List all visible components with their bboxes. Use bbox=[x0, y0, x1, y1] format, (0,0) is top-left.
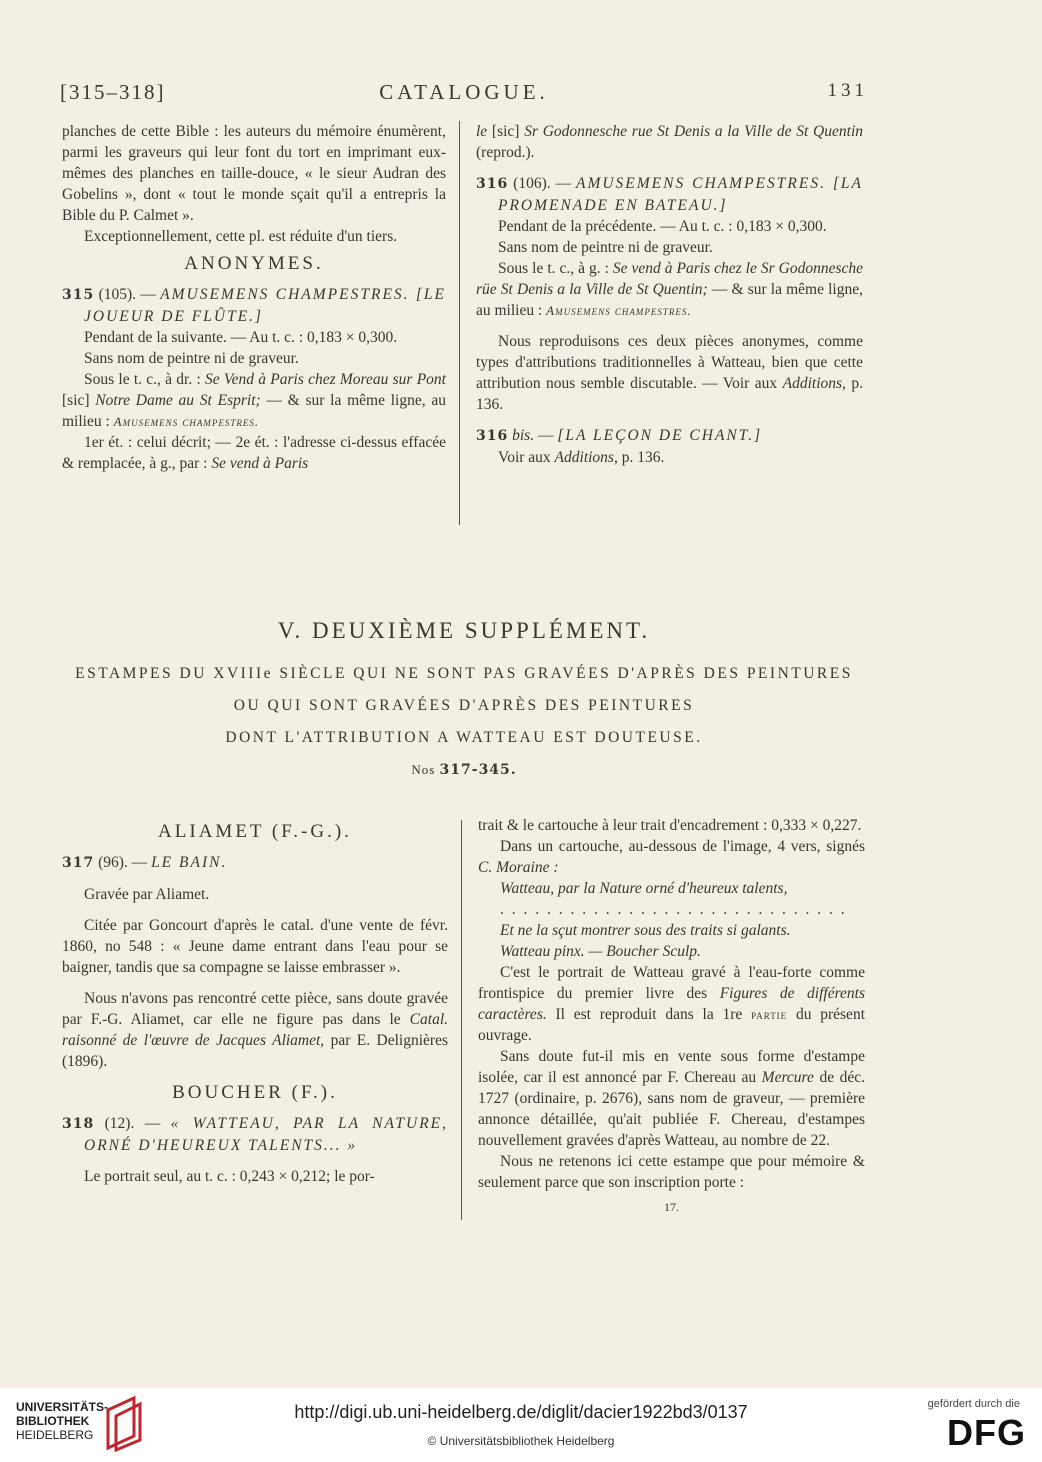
reduction-note: Exceptionnellement, cette pl. est réduite d'un tiers. bbox=[84, 228, 398, 245]
column-bottom-left bbox=[62, 815, 448, 1187]
entry-315-heading: 315 (105). — AMUSEMENS CHAMPESTRES. [LE JOUEUR DE FLÛTE.] bbox=[62, 286, 446, 325]
entry-318-verses-intro: Dans un cartouche, au-dessous de l'image, 4 vers, signés C. Moraine : bbox=[478, 838, 865, 876]
permalink-url[interactable]: http://digi.ub.uni-heidelberg.de/diglit/dacier1922bd3/0137 bbox=[294, 1402, 748, 1422]
column-rule-top bbox=[459, 121, 460, 525]
entry-number: 318 bbox=[62, 1116, 95, 1132]
entry-title: LE BAIN. bbox=[151, 854, 228, 871]
entry-318-heading: 318 (12). — « WATTEAU, PAR LA NATURE, ORNÉ D'HEUREUX TALENTS... » bbox=[62, 1115, 449, 1154]
funding-note: gefördert durch die bbox=[927, 1398, 1020, 1410]
entry-number: 317 bbox=[62, 855, 95, 871]
copyright-notice: © Universitätsbibliothek Heidelberg bbox=[427, 1434, 615, 1448]
page-number: 131 bbox=[827, 80, 868, 101]
entry-317-note: Nous n'avons pas rencontré cette pièce, sans doute gravée par F.-G. Aliamet, car elle ne figure pas dans le Catal. raisonné de l'œuvre de Jacques Aliamet, par E. Delignières (1896). bbox=[62, 990, 448, 1070]
dfg-logo: DFG bbox=[947, 1412, 1026, 1453]
entry-318-portrait-note: C'est le portrait de Watteau gravé à l'eau-forte comme frontispice du premier livre des Figures de différents caractères. Il est reproduit dans la 1re partie du présent ouvrage. bbox=[478, 964, 866, 1044]
entry-title: [LA LEÇON DE CHANT.] bbox=[557, 427, 763, 444]
supplement-subtitle-1: ESTAMPES DU XVIIIe SIÈCLE QUI NE SONT PAS GRAVÉES D'APRÈS DES PEINTURES bbox=[75, 665, 853, 682]
supplement-numbers: Nos 317-345. bbox=[411, 762, 517, 778]
entry-316-dimensions: Pendant de la précédente. — Au t. c. : 0,183 × 0,300. bbox=[498, 218, 827, 235]
entry-316bis-note: Voir aux Additions, p. 136. bbox=[498, 449, 665, 466]
column-top-right bbox=[476, 121, 863, 468]
column-bottom-right bbox=[478, 815, 865, 1218]
column-top-left bbox=[62, 121, 446, 474]
entry-title: AMUSEMENS CHAMPESTRES. [LA PROMENADE EN BATEAU.] bbox=[498, 175, 863, 214]
entry-317-citation: Citée par Goncourt d'après le catal. d'une vente de févr. 1860, no 548 : « Jeune dame entrant dans l'eau pour se baigner, tandis que sa compagne se laisse embrasser ». bbox=[62, 917, 448, 976]
entry-range: [315–318] bbox=[60, 80, 166, 104]
entry-316-artist: Sans nom de peintre ni de graveur. bbox=[498, 239, 713, 256]
entry-title: AMUSEMENS CHAMPESTRES. [LE JOUEUR DE FLÛTE.] bbox=[84, 286, 446, 325]
entry-315-states: 1er ét. : celui décrit; — 2e ét. : l'adresse ci-dessus effacée & remplacée, à g., par : Se vend à Paris bbox=[62, 434, 446, 472]
entry-number: 315 bbox=[62, 287, 95, 303]
entry-316-note: Nous reproduisons ces deux pièces anonymes, comme types d'attributions traditionnelles à Watteau, bien que cette attribution nous semble discutable. — Voir aux Additions, p. 136. bbox=[476, 333, 863, 413]
signature-mark: 17. bbox=[664, 1200, 679, 1214]
entry-number: 316 bbox=[476, 176, 509, 192]
running-header bbox=[60, 78, 868, 112]
entry-316-heading: 316 (106). — AMUSEMENS CHAMPESTRES. [LA PROMENADE EN BATEAU.] bbox=[476, 175, 863, 214]
entry-318-dimensions: Le portrait seul, au t. c. : 0,243 × 0,212; le por- bbox=[84, 1168, 375, 1185]
entry-316-inscription: Sous le t. c., à g. : Se vend à Paris chez le Sr Godonnesche rüe St Denis a la Ville de St Quentin; — & sur la même ligne, au milieu : Amusemens champestres. bbox=[476, 260, 863, 319]
entry-317-engraver: Gravée par Aliamet. bbox=[84, 886, 210, 903]
entry-315-inscription: Sous le t. c., à dr. : Se Vend à Paris chez Moreau sur Pont [sic] Notre Dame au St Esprit; — & sur la même ligne, au milieu : Amusemens champestres. bbox=[62, 371, 446, 430]
section-anonymes: ANONYMES. bbox=[184, 253, 324, 274]
verse-line-1: Watteau, par la Nature orné d'heureux talents, bbox=[500, 880, 788, 897]
supplement-subtitle-2: OU QUI SONT GRAVÉES D'APRÈS DES PEINTURES bbox=[233, 697, 695, 714]
verse-ellipsis: . . . . . . . . . . . . . . . . . . . . . . . . . . . . . . bbox=[500, 901, 847, 918]
entry-318-sale-note: Sans doute fut-il mis en vente sous forme d'estampe isolée, car il est annoncé par F. Chereau au Mercure de déc. 1727 (ordinaire, p. 2676), sans nom de graveur, — première annonce détaillée, qu'ait publiée F. Chereau, d'estampes nouvellement gravées d'après Watteau, au nombre de 22. bbox=[478, 1048, 866, 1149]
entry-318-continuation: trait & le cartouche à leur trait d'encadrement : 0,333 × 0,227. bbox=[478, 817, 862, 834]
continuation: le [sic] Sr Godonnesche rue St Denis a la Ville de St Quentin (reprod.). bbox=[476, 123, 863, 161]
page-title: CATALOGUE. bbox=[379, 80, 549, 104]
entry-title: « WATTEAU, PAR LA NATURE, ORNÉ D'HEUREUX TALENTS... » bbox=[84, 1115, 449, 1154]
entry-315-artist: Sans nom de peintre ni de graveur. bbox=[84, 350, 299, 367]
verse-line-2: Et ne la sçut montrer sous des traits si galants. bbox=[500, 922, 791, 939]
entry-316bis-heading: 316 bis. — [LA LEÇON DE CHANT.] bbox=[476, 427, 763, 444]
section-boucher: BOUCHER (F.). bbox=[172, 1082, 338, 1103]
entry-318-retention-note: Nous ne retenons ici cette estampe que pour mémoire & seulement parce que son inscription porte : bbox=[478, 1153, 865, 1191]
supplement-heading-block bbox=[60, 618, 868, 778]
supplement-subtitle-3: DONT L'ATTRIBUTION A WATTEAU EST DOUTEUSE. bbox=[225, 729, 703, 746]
entry-317-heading: 317 (96). — LE BAIN. bbox=[62, 854, 228, 871]
verse-credit: Watteau pinx. — Boucher Sculp. bbox=[500, 943, 701, 960]
supplement-title: V. DEUXIÈME SUPPLÉMENT. bbox=[277, 618, 651, 643]
column-rule-bottom bbox=[461, 820, 462, 1220]
entry-315-dimensions: Pendant de la suivante. — Au t. c. : 0,183 × 0,300. bbox=[84, 329, 398, 346]
intro-paragraph: planches de cette Bible : les auteurs du mémoire énumèrent, parmi les graveurs qui leur font du tort en imprimant eux-mêmes des planches en taille-douce, « le sieur Audran des Gobelins », dont « tout le monde sçait qu'il a entrepris la Bible du P. Calmet ». bbox=[62, 123, 446, 224]
viewer-footer bbox=[0, 1388, 1042, 1462]
entry-number: 316 bbox=[476, 428, 509, 444]
library-name: UNIVERSITÄTS- BIBLIOTHEK HEIDELBERG bbox=[16, 1400, 109, 1442]
section-aliamet: ALIAMET (F.-G.). bbox=[158, 821, 352, 842]
